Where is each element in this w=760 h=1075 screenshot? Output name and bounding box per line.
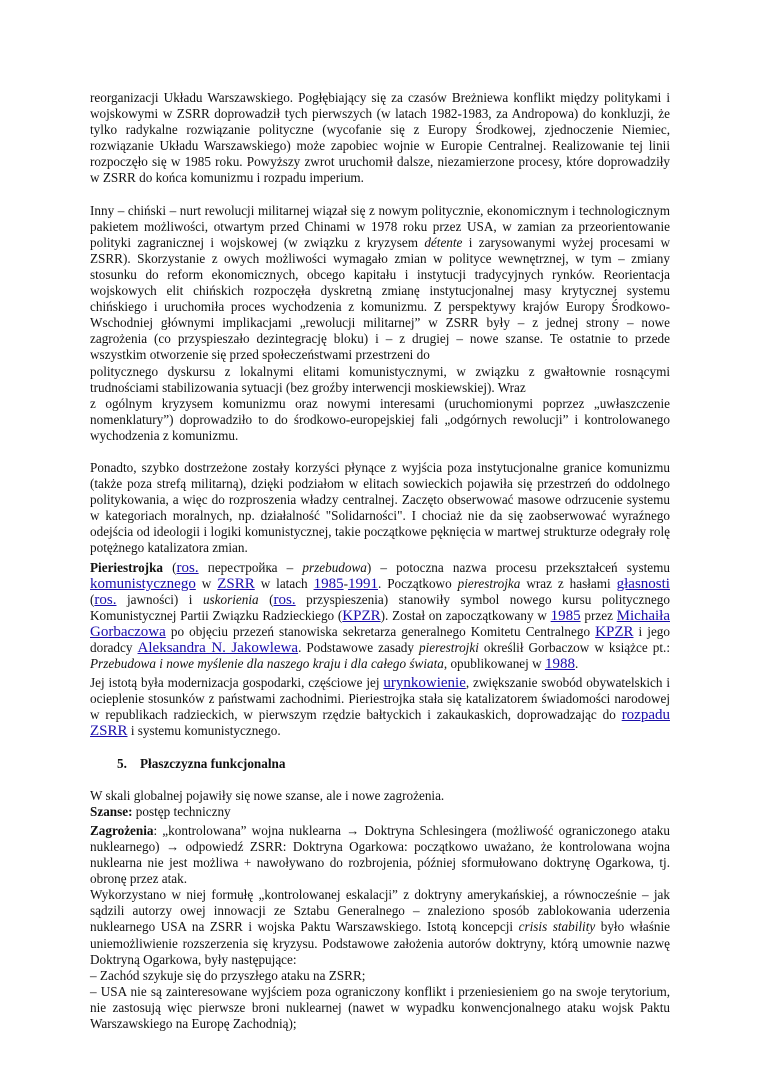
text-run: ) – potoczna nazwa procesu przekształceń systemu xyxy=(366,559,670,575)
section-heading xyxy=(117,756,670,772)
paragraph-wykorzystano xyxy=(90,887,670,1032)
hyperlink[interactable]: rozpadu ZSRR xyxy=(90,707,670,740)
section-number: 5. xyxy=(117,755,127,771)
text-run: jawności) i xyxy=(116,591,203,607)
paragraph-chinski-nurt xyxy=(90,203,670,444)
italic-text: Przebudowa i nowe myślenie dla naszego kraju i dla całego świata xyxy=(90,656,444,672)
text-run: перестройка – xyxy=(198,559,303,575)
hyperlink[interactable]: Michaiła Gorbaczowa xyxy=(90,607,670,640)
paragraph-istota xyxy=(90,675,670,739)
italic-text: uskorienia xyxy=(202,591,259,607)
text-run: . Początkowo xyxy=(377,575,458,591)
italic-text: crisis stability xyxy=(518,919,596,935)
text-run: Jej istotą była modernizacja gospodarki, częściowe jej xyxy=(90,675,384,691)
hyperlink[interactable]: Aleksandra N. Jakowlewa xyxy=(137,640,299,656)
text-run: W skali globalnej pojawiły się nowe szanse, ale i nowe zagrożenia. xyxy=(90,787,445,803)
bold-text: Pieriestrojka xyxy=(90,559,163,575)
text-run: – Zachód szykuje się do przyszłego ataku na ZSRR; xyxy=(90,967,366,983)
text-run: Wykorzystano w niej formułę „kontrolowanej eskalacji” z doktryny amerykańskiej, a równocześnie – jak sądzili autorzy owej innowacji ze Sztabu Generalnego – znaleziono sposób zablokowania uderzenia nuklearnego USA na ZSRR i wojska Paktu Warszawskiego. Istotą koncepcji xyxy=(90,887,670,935)
text-run: było właśnie uniemożliwienie rozszerzenia się kryzysu. Podstawowe założenia autorów doktryny, którą umownie nazwę Doktryną Ogarkowa, były następujące: xyxy=(90,919,670,967)
text-run: i systemu komunistycznego. xyxy=(127,723,281,739)
text-run: określił Gorbaczow w książce pt.: xyxy=(478,640,670,655)
text-run: ). Został on zapoczątkowany w xyxy=(380,607,551,623)
text-run: w latach xyxy=(254,575,314,591)
text-run: w xyxy=(195,575,218,591)
text-run: . Podstawowe zasady xyxy=(298,640,420,655)
paragraph-zagrozenia xyxy=(90,823,670,887)
text-run: przyspieszenia) stanowiły symbol nowego kursu politycznego Komunistycznej Partii Związku Radzieckiego ( xyxy=(90,591,670,623)
hyperlink[interactable]: urynkowienie xyxy=(383,675,466,692)
document-page xyxy=(90,90,670,1032)
text-run: , opublikowanej w xyxy=(443,656,545,672)
hyperlink[interactable]: 1988 xyxy=(544,656,575,673)
italic-text: pierestrojka xyxy=(457,575,521,591)
italic-text: przebudowa xyxy=(302,559,367,575)
document-body-part2 xyxy=(90,788,670,1032)
text-run: . xyxy=(574,656,579,672)
bold-text: Zagrożenia xyxy=(90,822,154,838)
text-run: postęp techniczny xyxy=(132,803,231,819)
hyperlink[interactable]: komunistycznego xyxy=(90,575,196,592)
hyperlink[interactable]: KPZR xyxy=(595,623,634,640)
paragraph-reorganizacja xyxy=(90,90,670,187)
hyperlink[interactable]: ros. xyxy=(273,591,296,608)
paragraph-ponadto xyxy=(90,460,670,557)
hyperlink[interactable]: 1985 xyxy=(550,607,581,624)
text-run: politycznego dyskursu z lokalnymi elitami komunistycznymi, w związku z gwałtownie rosnącymi trudnościami stabilizowania sytuacji (bez groźby interwencji moskiewskiej). Wraz xyxy=(90,363,670,395)
text-run: i zarysowanymi wyżej procesami w ZSRR). Skorzystanie z owych możliwości wymagało zmian w polityce wewnętrznej, w tym – zmiany stosunku do reform ekonomicznych, obcego kapitału i instytucji tradycyjnych rynków. Reorientacja wojskowych elit chińskich rozpoczęła dyskretną zmianę instytucjonalnej masy krytycznej systemu chińskiego i uruchomiła proces wychodzenia z komunizmu. Z perspektywy krajów Europy Środkowo-Wschodniej głównymi implikacjami „rewolucji militarnej” w ZSRR były – z jednej strony – nowe zagrożenia (co przyspieszało dezintegrację bloku) i – z drugiej – nowe szanse. Te ostatnie to przede wszystkim otworzenie się przed społeczeństwami przestrzeni do xyxy=(90,234,670,363)
text-run: wraz z hasłami xyxy=(520,575,617,591)
hyperlink[interactable]: ros. xyxy=(94,591,117,608)
document-body-part1 xyxy=(90,90,670,756)
italic-text: pierestrojki xyxy=(419,640,479,655)
text-run: : „kontrolowana” wojna nuklearna → Doktryna Schlesingera (możliwość ograniczonego ataku nuklearnego) → odpowiedź ZSRR: Doktryna Ogarkowa: początkowo uważano, że kontrolowana wojna nuklearna nie jest możliwa + nawoływano do rozbrojenia, później sformułowano doktrynę Ogarkowa, tj. obronę przez atak. xyxy=(90,822,670,887)
italic-text: détente xyxy=(424,234,463,250)
section-title: Płaszczyzna funkcjonalna xyxy=(140,755,286,771)
text-run: z ogólnym kryzysem komunizmu oraz nowymi interesami (uruchomionymi poprzez „uwłaszczenie nomenklatury”) doprowadziło to do środkowo-europejskiej fali „odgórnych rewolucji” i kontrolowanego wychodzenia z komunizmu. xyxy=(90,395,670,443)
text-run: , zwiększanie swobód obywatelskich i ocieplenie stosunków z państwami zachodnimi. Pieriestrojka stała się katalizatorem świadomości narodowej w republikach radzieckich, w pierwszym rzędzie bałtyckich i zakaukaskich, doprowadzając do xyxy=(90,675,670,723)
text-run: ( xyxy=(258,591,274,607)
text-run: i jego doradcy xyxy=(90,623,670,655)
text-run: reorganizacji Układu Warszawskiego. Pogłębiający się za czasów Breżniewa konflikt między politykami i wojskowymi w ZSRR doprowadził tych pierwszych (w latach 1982-1983, za Andropowa) do konkluzji, że tylko radykalne rozwiązanie polityczne (wycofanie się z Europy Środkowej, zjednoczenie Niemiec, rozwiązanie Układu Warszawskiego) może zapobiec wojnie w Europie Centralnej. Realizowanie tej linii rozpoczęło się w 1985 roku. Powyższy zwrot uruchomił dalsze, niezamierzone procesy, które doprowadziły w ZSRR do końca komunizmu i rozpadu imperium. xyxy=(90,90,670,186)
text-run: ( xyxy=(90,591,95,607)
hyperlink[interactable]: głasnosti xyxy=(616,575,670,592)
hyperlink[interactable]: 1985 xyxy=(313,575,344,592)
text-run: Inny – chiński – nurt rewolucji militarnej wiązał się z nowym politycznie, ekonomicznym i technologicznym pakietem możliwości, otwartym przed Chinami w 1978 roku przez USA, w zamian za przeorientowanie polityki zagranicznej i wojskowej (w związku z kryzysem xyxy=(90,202,670,250)
text-run: po objęciu przezeń stanowiska sekretarza generalnego Komitetu Centralnego xyxy=(165,623,596,639)
paragraph-pieriestrojka xyxy=(90,560,670,673)
text-run: - xyxy=(343,575,348,591)
hyperlink[interactable]: KPZR xyxy=(342,607,381,624)
bold-text: Szanse: xyxy=(90,803,133,819)
paragraph-skala-globalna xyxy=(90,788,670,820)
hyperlink[interactable]: ZSRR xyxy=(217,575,255,592)
hyperlink[interactable]: ros. xyxy=(176,559,199,576)
text-run: Ponadto, szybko dostrzeżone zostały korzyści płynące z wyjścia poza instytucjonalne granice komunizmu (także poza strefą militarną), dzięki podziałom w elitach sowieckich pojawiła się przestrzeń do oddolnego politykowania, a więc do rozproszenia władzy centralnej. Zaczęto obserwować masowe odrzucenie systemu w kategoriach moralnych, np. działalność "Solidarności". I chociaż nie da się zaobserwować wyraźnego odejścia od ideologii i logiki komunistycznej, takie początkowe pęknięcia w martwej strukturze odegrały rolę potężnego katalizatora zmian. xyxy=(90,459,670,556)
text-run: przez xyxy=(580,607,617,623)
hyperlink[interactable]: 1991 xyxy=(347,575,378,592)
text-run: – USA nie są zainteresowane wyjściem poza ograniczony konflikt i przeniesieniem go na swoje terytorium, nie zastosują więc pierwsze broni nuklearnej (nawet w wypadku konwencjonalnego ataku wojsk Paktu Warszawskiego na Europę Zachodnią); xyxy=(90,983,670,1031)
text-run: ( xyxy=(163,559,177,575)
